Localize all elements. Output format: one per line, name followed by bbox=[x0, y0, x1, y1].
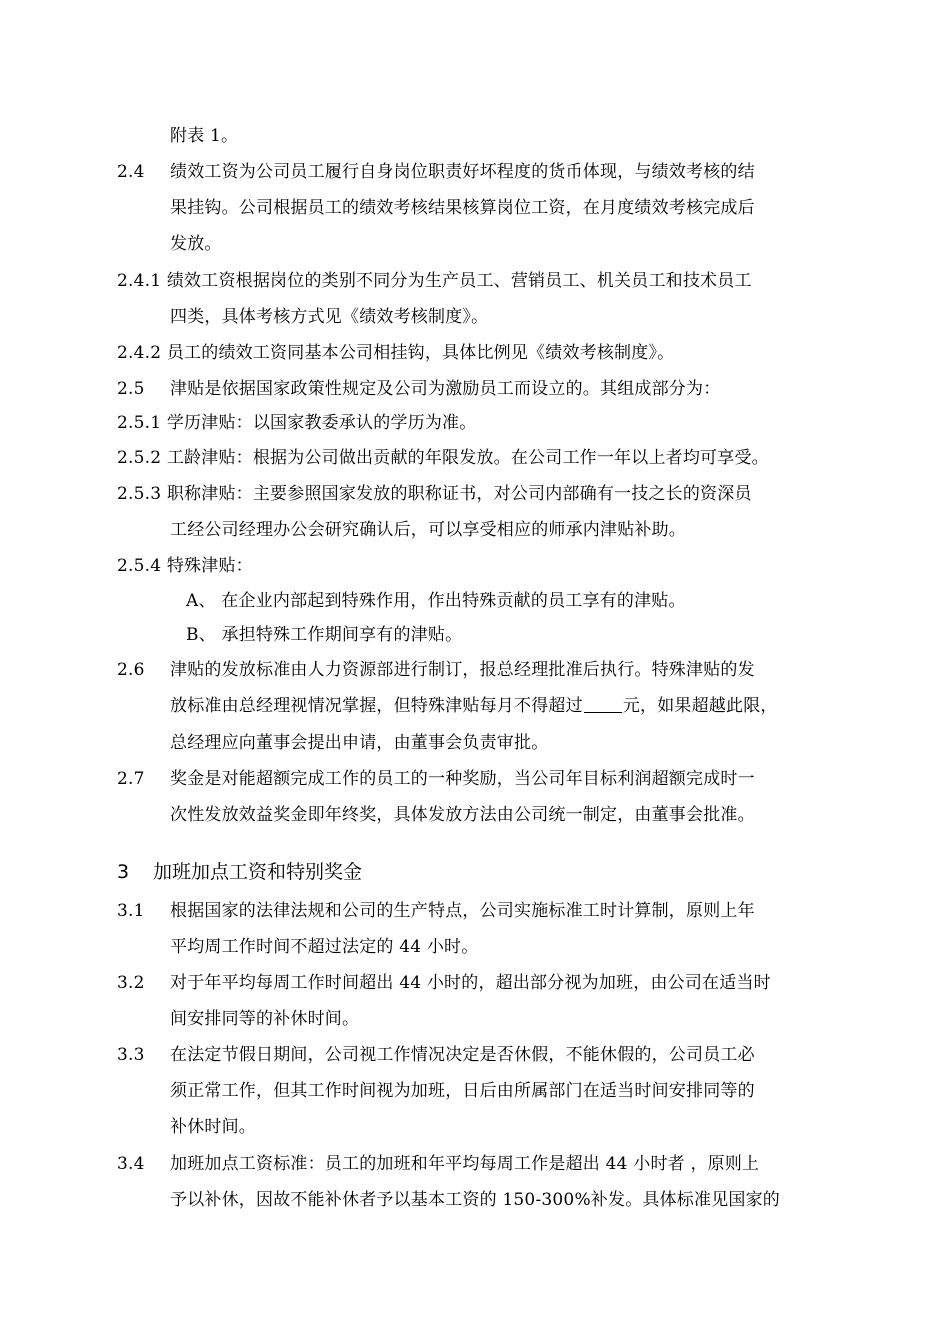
text-line: 附表 1。 bbox=[170, 126, 239, 146]
text-line: 2.4.2 员工的绩效工资同基本公司相挂钩，具体比例见《绩效考核制度》。 bbox=[117, 343, 675, 363]
text-line: 在法定节假日期间，公司视工作情况决定是否休假，不能休假的，公司员工必 bbox=[170, 1045, 755, 1065]
text-line: 根据国家的法律法规和公司的生产特点，公司实施标准工时计算制，原则上年 bbox=[170, 901, 755, 921]
section-number: 3.3 bbox=[117, 1045, 145, 1065]
fill-in-blank bbox=[584, 698, 622, 713]
text-line: 津贴是依据国家政策性规定及公司为激励员工而设立的。其组成部分为： bbox=[170, 379, 721, 399]
text-line: 绩效工资为公司员工履行自身岗位职责好坏程度的货币体现，与绩效考核的结 bbox=[170, 162, 755, 182]
text-line: 2.5.1 学历津贴：以国家教委承认的学历为准。 bbox=[117, 413, 477, 433]
list-item: A、 在企业内部起到特殊作用，作出特殊贡献的员工享有的津贴。 bbox=[186, 591, 686, 611]
text-line: 四类，具体考核方式见《绩效考核制度》。 bbox=[170, 307, 489, 327]
text-line: 2.5.3 职称津贴：主要参照国家发放的职称证书，对公司内部确有一技之长的资深员 bbox=[117, 484, 752, 504]
text-line: 加班加点工资标准：员工的加班和年平均每周工作是超出 44 小时者 ，原则上 bbox=[170, 1154, 760, 1174]
text-line: 果挂钩。公司根据员工的绩效考核结果核算岗位工资，在月度绩效考核完成后 bbox=[170, 198, 755, 218]
text-line: 2.5.4 特殊津贴： bbox=[117, 556, 253, 576]
section-number: 2.6 bbox=[117, 660, 145, 680]
heading-number: 3 bbox=[117, 861, 130, 883]
text-line: 予以补休，因故不能补休者予以基本工资的 150-300%补发。具体标准见国家的 bbox=[170, 1190, 780, 1210]
section-number: 2.7 bbox=[117, 769, 145, 789]
text-line: 须正常工作，但其工作时间视为加班，日后由所属部门在适当时间安排同等的 bbox=[170, 1081, 755, 1101]
text-line: 津贴的发放标准由人力资源部进行制订，报总经理批准后执行。特殊津贴的发 bbox=[170, 660, 755, 680]
text-line bbox=[170, 696, 778, 716]
text-line: 对于年平均每周工作时间超出 44 小时的，超出部分视为加班，由公司在适当时 bbox=[170, 973, 771, 993]
text-line: 2.4.1 绩效工资根据岗位的类别不同分为生产员工、营销员工、机关员工和技术员工 bbox=[117, 271, 752, 291]
text-line: 2.5.2 工龄津贴：根据为公司做出贡献的年限发放。在公司工作一年以上者均可享受。 bbox=[117, 448, 769, 468]
section-number: 3.4 bbox=[117, 1154, 145, 1174]
text-line: 发放。 bbox=[170, 234, 222, 254]
text-line: 奖金是对能超额完成工作的员工的一种奖励，当公司年目标利润超额完成时一 bbox=[170, 769, 755, 789]
section-heading bbox=[117, 861, 362, 883]
text-line: 平均周工作时间不超过法定的 44 小时。 bbox=[170, 937, 479, 957]
section-number: 3.2 bbox=[117, 973, 145, 993]
text-line: 次性发放效益奖金即年终奖，具体发放方法由公司统一制定，由董事会批准。 bbox=[170, 805, 755, 825]
text-line: 间安排同等的补休时间。 bbox=[170, 1009, 360, 1029]
section-number: 2.4 bbox=[117, 162, 145, 182]
section-number: 2.5 bbox=[117, 379, 145, 399]
text-line: 总经理应向董事会提出申请，由董事会负责审批。 bbox=[170, 733, 549, 753]
list-item: B、 承担特殊工作期间享有的津贴。 bbox=[186, 625, 463, 645]
text-line: 补休时间。 bbox=[170, 1117, 256, 1137]
section-number: 3.1 bbox=[117, 901, 145, 921]
text-line: 工经公司经理办公会研究确认后，可以享受相应的师承内津贴补助。 bbox=[170, 520, 686, 540]
heading-title: 加班加点工资和特别奖金 bbox=[153, 861, 363, 883]
text-segment: 放标准由总经理视情况掌握，但特殊津贴每月不得超过 bbox=[170, 696, 583, 716]
text-segment: 元，如果超越此限， bbox=[622, 696, 778, 716]
